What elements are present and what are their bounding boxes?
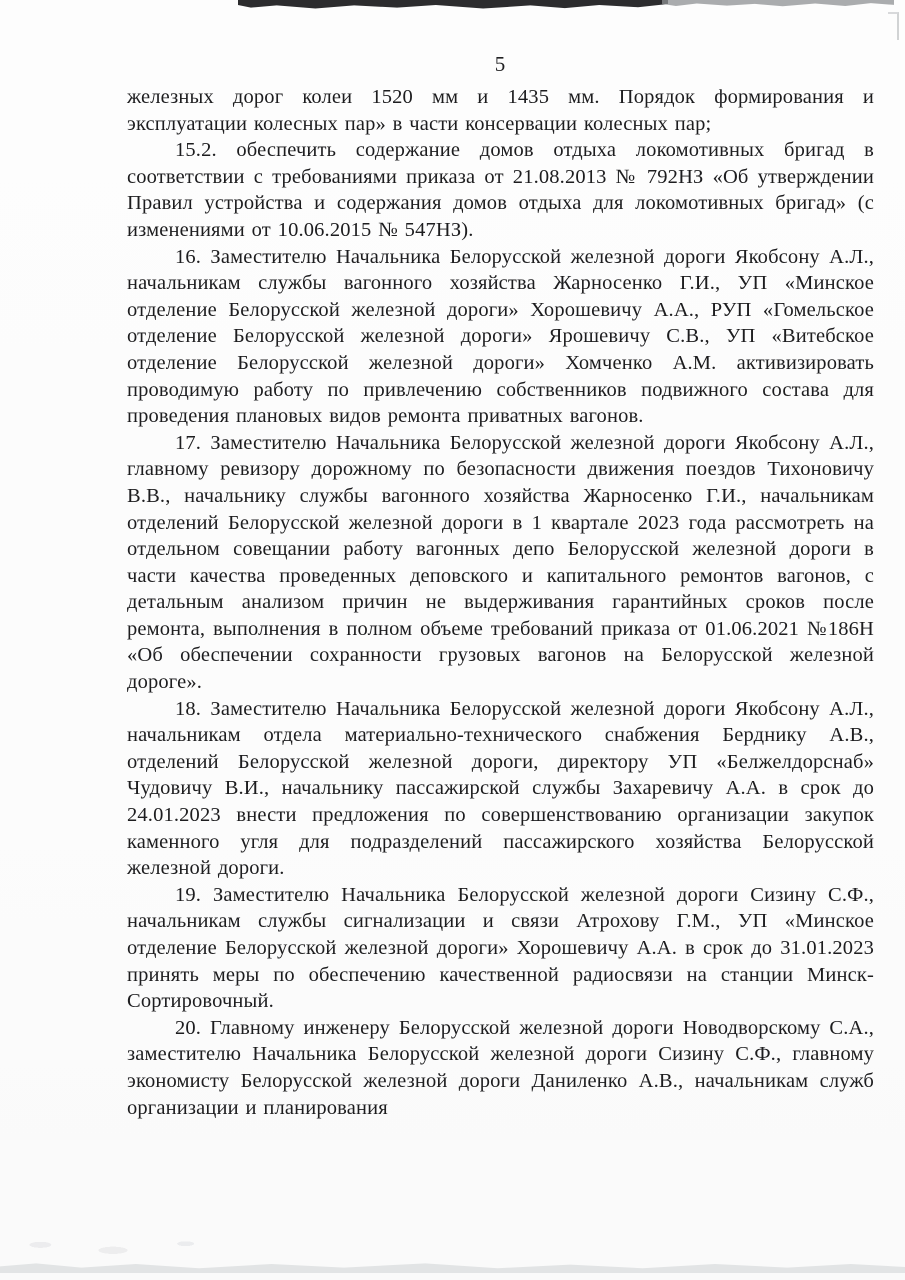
paragraph-17: 17. Заместителю Начальника Белорусской железной дороги Якобсону А.Л., главному ревизору дорожному по безопасности движения поездов Тихоновичу В.В., начальнику службы вагонного хозяйства Жарносенко Г.И., начальникам отделений Белорусской железной дороги в 1 квартале 2023 года рассмотреть на отдельном совещании работу вагонных депо Белорусской железной дороги в части качества проведенных деповского и капитального ремонтов вагонов, с детальным анализом причин не выдерживания гарантийных сроков после ремонта, выполнения в полном объеме требований приказа от 01.06.2021 №186Н «Об обеспечении сохранности грузовых вагонов на Белорусской железной дороге». [127, 431, 874, 694]
scan-artifact-top-band [238, 0, 668, 9]
paragraph-16: 16. Заместителю Начальника Белорусской железной дороги Якобсону А.Л., начальникам службы вагонного хозяйства Жарносенко Г.И., УП «Минское отделение Белорусской железной дороги» Хорошевичу А.А., РУП «Гомельское отделение Белорусской железной дороги» Ярошевичу С.В., УП «Витебское отделение Белорусской железной дороги» Хомченко А.М. активизировать проводимую работу по привлечению собственников подвижного состава для проведения плановых видов ремонта приватных вагонов. [127, 245, 874, 428]
paragraph-18: 18. Заместителю Начальника Белорусской железной дороги Якобсону А.Л., начальникам отдела материально-технического снабжения Берднику А.В., отделений Белорусской железной дороги, директору УП «Белжелдорснаб» Чудовичу В.И., начальнику пассажирской службы Захаревичу А.А. в срок до 24.01.2023 внести предложения по совершенствованию организации закупок каменного угля для подразделений пассажирского хозяйства Белорусской железной дороги. [127, 697, 874, 880]
page-number: 5 [494, 52, 506, 76]
paragraph-19: 19. Заместителю Начальника Белорусской железной дороги Сизину С.Ф., начальникам службы сигнализации и связи Атрохову Г.М., УП «Минское отделение Белорусской железной дороги» Хорошевичу А.А. в срок до 31.01.2023 принять меры по обеспечению качественной радиосвязи на станции Минск-Сортировочный. [127, 883, 874, 1013]
document-body [127, 84, 874, 1121]
scan-artifact-bottom-band [0, 1261, 905, 1273]
paragraph-15-2: 15.2. обеспечить содержание домов отдыха локомотивных бригад в соответствии с требованиями приказа от 21.08.2013 № 792НЗ «Об утверждении Правил устройства и содержания домов отдыха для локомотивных бригад» (с изменениями от 10.06.2015 № 547НЗ). [127, 139, 874, 241]
paragraph-15-1-continuation: железных дорог колеи 1520 мм и 1435 мм. Порядок формирования и эксплуатации колесных пар» в части консервации колесных пар; [127, 86, 874, 135]
scan-artifact-bottom-noise [14, 1236, 234, 1258]
scan-artifact-right-mark [888, 12, 899, 40]
scan-artifact-top-band-light [662, 0, 894, 7]
paragraph-20: 20. Главному инженеру Белорусской железной дороги Новодворскому С.А., заместителю Начальника Белорусской железной дороги Сизину С.Ф., главному экономисту Белорусской железной дороги Даниленко А.В., начальникам служб организации и планирования [127, 1016, 874, 1119]
